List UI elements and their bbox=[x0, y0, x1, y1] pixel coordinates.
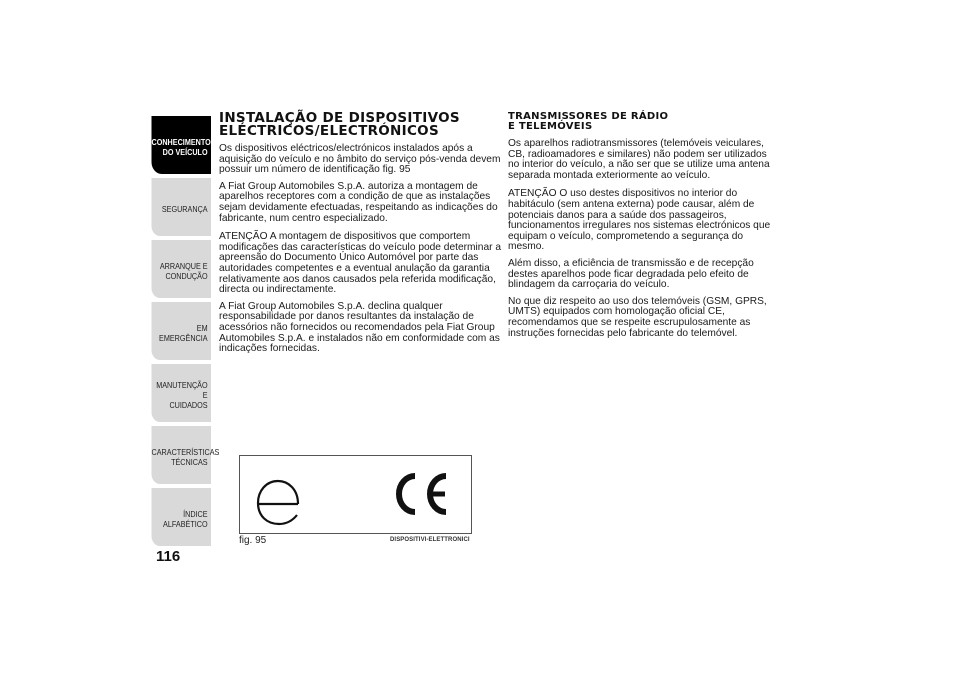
right-column bbox=[508, 112, 780, 345]
title-line1: INSTALAÇÃO DE DISPOSITIVOS bbox=[219, 110, 460, 126]
tab-label-line1: MANUTENÇÃO E bbox=[156, 380, 208, 400]
tab-label-line2: CONDUÇÃO bbox=[165, 271, 208, 281]
paragraph: A Fiat Group Automobiles S.p.A. declina qualquer responsabilidade por danos resultantes da instalação de acessórios não fornecidos ou recomendados pela Fiat Group Automobiles S.p.A. e instalados não em conformidade com as indicações fornecidas. bbox=[219, 300, 500, 355]
tab-caracteristicas-tecnicas[interactable] bbox=[151, 426, 220, 484]
tab-label-line1: ÍNDICE ALFABÉTICO bbox=[163, 509, 208, 529]
tab-label-line1: CONHECIMENTO bbox=[151, 137, 211, 147]
ce-mark-icon bbox=[399, 476, 446, 512]
paragraph: Os dispositivos eléctricos/electrónicos instalados após a aquisição do veículo e no âmbito do serviço pós-venda devem possuir um número de identificação fig. 95 bbox=[219, 143, 501, 176]
tab-label-line1: EM EMERGÊNCIA bbox=[159, 323, 208, 343]
warning-paragraph: ATENÇÃO A montagem de dispositivos que comportem modificações das características do veículo pode determinar a apreensão do Documento Único Automóvel por parte das autoridades competentes e a eventual anulação da garantia relativamente aos danos causados pela referida modificação, directa ou indirectamente. bbox=[219, 231, 501, 296]
tab-indice-alfabetico[interactable] bbox=[152, 488, 212, 546]
tab-label-line2: DO VEÍCULO bbox=[162, 147, 208, 157]
paragraph: A Fiat Group Automobiles S.p.A. autoriza a montagem de aparelhos receptores com a condição de que as instalações sejam devidamente efectuadas, respeitando as indicações do fabricante, num centro especializado. bbox=[219, 180, 498, 224]
figure-symbols bbox=[240, 456, 471, 533]
tab-arranque-e-conducao[interactable] bbox=[152, 240, 212, 298]
tab-label-line1: CARACTERÍSTICAS bbox=[151, 447, 220, 457]
paragraph: Além disso, a eficiência de transmissão e de recepção destes aparelhos pode ficar degradada pelo efeito de blindagem da carroçaria do veículo. bbox=[508, 257, 754, 291]
tab-label-line2: CUIDADOS bbox=[169, 400, 208, 410]
warning-paragraph: ATENÇÃO O uso destes dispositivos no interior do habitáculo (sem antena externa) pode causar, além de potenciais danos para a saúde dos passageiros, funcionamentos irregulares nos sistemas electrónicos que equipam o veículo, comprometendo a segurança do mesmo. bbox=[508, 188, 771, 253]
left-column bbox=[219, 112, 501, 361]
tab-seguranca[interactable] bbox=[152, 178, 212, 236]
figure-code: DISPOSITIVI-ELETTRONICI bbox=[390, 537, 470, 543]
tab-conhecimento-do-veiculo[interactable] bbox=[152, 116, 212, 174]
tab-manutencao-e-cuidados[interactable] bbox=[152, 364, 212, 422]
tab-em-emergencia[interactable] bbox=[152, 302, 212, 360]
tab-label-line1: ARRANQUE E bbox=[159, 261, 208, 271]
paragraph: Os aparelhos radiotransmissores (telemóveis veiculares, CB, radioamadores e similares) não podem ser utilizados no interior do veículo, a não ser que se utilize uma antena separada montada exteriormente ao veículo. bbox=[508, 138, 770, 181]
section-title-installation bbox=[219, 112, 501, 138]
e-mark-icon bbox=[258, 481, 298, 524]
page-number: 116 bbox=[156, 548, 181, 565]
tab-label-line1: SEGURANÇA bbox=[161, 204, 208, 214]
paragraph: No que diz respeito ao uso dos telemóveis (GSM, GPRS, UMTS) equipados com homologação oficial CE, recomendamos que se respeite escrupulosamente as instruções fornecidas pelo fabricante do telemóvel. bbox=[508, 295, 767, 339]
tab-label-line2: TÉCNICAS bbox=[171, 457, 208, 467]
figure-caption: fig. 95 bbox=[239, 535, 267, 546]
figure-95 bbox=[239, 455, 472, 534]
title-line2: E TELEMÓVEIS bbox=[508, 121, 593, 132]
title-line2: ELÉCTRICOS/ELECTRÓNICOS bbox=[219, 123, 439, 139]
section-title-transmitters bbox=[508, 112, 780, 132]
title-line1: TRANSMISSORES DE RÁDIO bbox=[508, 111, 669, 122]
